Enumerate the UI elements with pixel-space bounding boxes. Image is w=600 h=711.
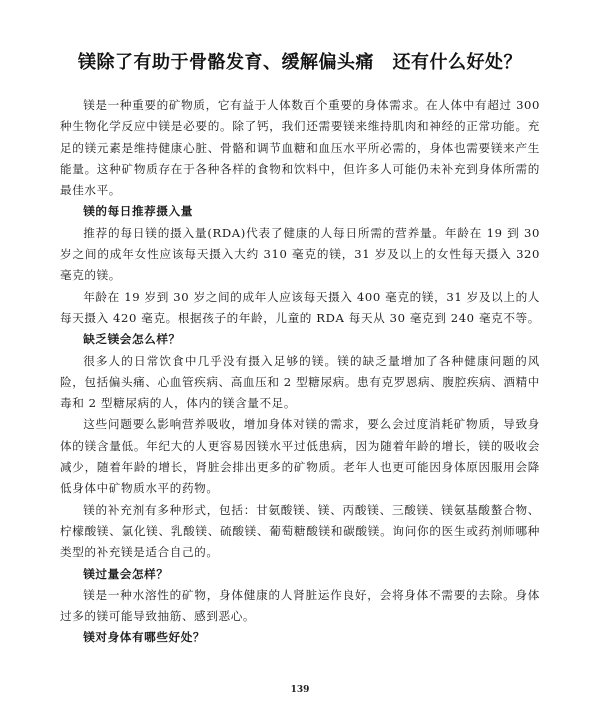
heading-overdose: 镁过量会怎样？ xyxy=(83,566,169,581)
paragraph-intake-2: 年龄在 19 岁到 30 岁之间的成年人应该每天摄入 400 毫克的镁，31 岁及以上的人每天摄入 420 毫克。根据孩子的年龄，儿童的 RDA 每天从 30 毫克到 240 毫克不等。 xyxy=(60,289,540,325)
heading-deficiency: 缺乏镁会怎么样？ xyxy=(83,332,181,347)
paragraph-intro: 镁是一种重要的矿物质，它有益于人体数百个重要的身体需求。在人体中有超过 300 种生物化学反应中镁是必要的。除了钙，我们还需要镁来维持肌肉和神经的正常功能。充足的镁元素是维持健康心脏、骨骼和调节血糖和血压水平所必需的，身体也需要镁来产生能量。这种矿物质存在于各种各样的食物和饮料中，但许多人可能仍未补充到身体所需的最佳水平。 xyxy=(60,98,540,198)
paragraph-deficiency-1: 很多人的日常饮食中几乎没有摄入足够的镁。镁的缺乏量增加了各种健康问题的风险，包括偏头痛、心血管疾病、高血压和 2 型糖尿病。患有克罗恩病、腹腔疾病、酒精中毒和 2 型糖尿病的人，体内的镁含量不足。 xyxy=(60,353,540,411)
paragraph-intake-1: 推荐的每日镁的摄入量(RDA)代表了健康的人每日所需的营养量。年龄在 19 到 30 岁之间的成年女性应该每天摄入大约 310 毫克的镁，31 岁及以上的女性每天摄入 320 毫克的镁。 xyxy=(60,225,540,283)
heading-daily-intake: 镁的每日推荐摄入量 xyxy=(83,204,193,219)
article-body xyxy=(60,95,540,649)
heading-benefits: 镁对身体有哪些好处？ xyxy=(83,630,206,645)
page-title: 镁除了有助于骨骼发育、缓解偏头痛 还有什么好处？ xyxy=(78,52,522,73)
page-number: 139 xyxy=(290,685,310,695)
paragraph-overdose: 镁是一种水溶性的矿物，身体健康的人肾脏运作良好，会将身体不需要的去除。身体过多的镁可能导致抽筋、感到恶心。 xyxy=(60,587,540,624)
paragraph-deficiency-2: 这些问题要么影响营养吸收，增加身体对镁的需求，要么会过度消耗矿物质，导致身体的镁含量低。年纪大的人更容易因镁水平过低患病，因为随着年龄的增长，镁的吸收会减少，随着年龄的增长，肾脏会排出更多的矿物质。老年人也更可能因身体原因服用会降低身体中矿物质水平的药物。 xyxy=(60,417,540,496)
paragraph-deficiency-3: 镁的补充剂有多种形式，包括：甘氨酸镁、镁、丙酸镁、三酸镁、镁氨基酸螯合物、柠檬酸镁、氯化镁、乳酸镁、硫酸镁、葡萄糖酸镁和碳酸镁。询问你的医生或药剂师哪种类型的补充镁是适合自己的。 xyxy=(60,502,540,560)
